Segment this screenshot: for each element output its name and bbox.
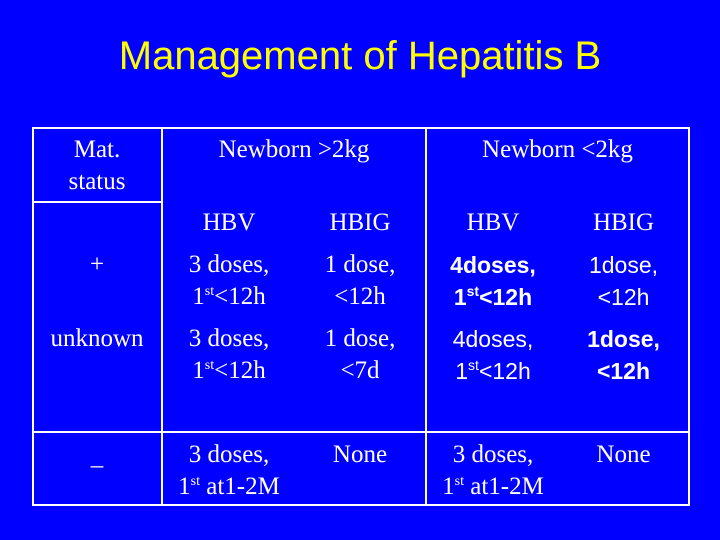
row-plus-status: + bbox=[89, 251, 105, 278]
row-unknown-lt2-hbig bbox=[559, 323, 688, 387]
header-mat-status bbox=[33, 134, 161, 198]
row-plus-lt2-hbig bbox=[559, 249, 688, 313]
row-unknown-lt2-hbv-line1: 4doses, bbox=[452, 326, 534, 352]
row-unknown-gt2-hbv bbox=[163, 323, 295, 387]
row-negative-lt2-hbv-line2: 1st at1-2M bbox=[442, 473, 544, 500]
row-unknown-gt2-hbig bbox=[295, 323, 425, 387]
header-newborn-lt2kg: Newborn <2kg bbox=[482, 136, 633, 163]
row-negative-gt2-hbv-line1: 3 doses, bbox=[188, 441, 270, 468]
row-plus-gt2-hbv-line2: 1st<12h bbox=[192, 283, 266, 310]
row-negative-lt2-hbig bbox=[559, 439, 688, 471]
row-negative-status: _ bbox=[90, 443, 104, 470]
row-negative-gt2-hbig bbox=[295, 439, 425, 471]
subheader-gt2-hbig: HBIG bbox=[329, 209, 391, 236]
row-unknown-lt2-hbig-line1: 1dose, bbox=[587, 326, 660, 352]
table-divider-header-row bbox=[32, 201, 162, 203]
row-plus-lt2-hbig-line1: 1dose, bbox=[588, 252, 659, 278]
row-plus-gt2-hbig bbox=[295, 249, 425, 313]
table-border-top bbox=[32, 127, 690, 129]
row-unknown-lt2-hbv bbox=[427, 323, 559, 387]
header-newborn-gt2kg: Newborn >2kg bbox=[218, 136, 370, 163]
subheader-gt2-hbv: HBV bbox=[202, 209, 256, 236]
row-unknown-gt2-hbv-line1: 3 doses, bbox=[188, 325, 270, 352]
row-plus-lt2-hbv-line2: 1st<12h bbox=[453, 283, 533, 310]
row-negative-gt2-hbig-line1: None bbox=[332, 441, 388, 468]
table-border-right bbox=[688, 127, 690, 506]
row-plus-lt2-hbig-line2: <12h bbox=[597, 284, 650, 310]
header-mat-status-line2: status bbox=[68, 168, 126, 195]
row-negative-gt2-hbv bbox=[163, 439, 295, 503]
row-unknown-gt2-hbig-line1: 1 dose, bbox=[324, 325, 396, 352]
table-border-bottom bbox=[32, 504, 690, 506]
table-divider-last-row bbox=[32, 431, 690, 433]
row-negative-lt2-hbv bbox=[427, 439, 559, 503]
row-plus-gt2-hbv bbox=[163, 249, 295, 313]
header-mat-status-line1: Mat. bbox=[73, 136, 121, 163]
row-unknown-lt2-hbv-line2: 1st<12h bbox=[455, 357, 531, 384]
row-unknown-gt2-hbv-line2: 1st<12h bbox=[192, 357, 266, 384]
row-unknown-gt2-hbig-line2: <7d bbox=[340, 357, 380, 384]
row-unknown-lt2-hbig-line2: <12h bbox=[596, 358, 651, 384]
row-unknown-status: unknown bbox=[50, 325, 144, 352]
row-plus-lt2-hbv bbox=[427, 249, 559, 313]
row-negative-gt2-hbv-line2: 1st at1-2M bbox=[178, 473, 280, 500]
subheader-lt2-hbig: HBIG bbox=[592, 209, 655, 236]
row-negative-lt2-hbv-line1: 3 doses, bbox=[452, 441, 534, 468]
row-plus-gt2-hbig-line2: <12h bbox=[334, 283, 386, 310]
row-plus-lt2-hbv-line1: 4doses, bbox=[450, 252, 536, 278]
subheader-lt2-hbv: HBV bbox=[466, 209, 520, 236]
row-negative-lt2-hbig-line1: None bbox=[596, 441, 651, 468]
row-plus-gt2-hbv-line1: 3 doses, bbox=[188, 251, 270, 278]
slide-title: Management of Hepatitis B bbox=[118, 34, 602, 78]
row-plus-gt2-hbig-line1: 1 dose, bbox=[324, 251, 396, 278]
